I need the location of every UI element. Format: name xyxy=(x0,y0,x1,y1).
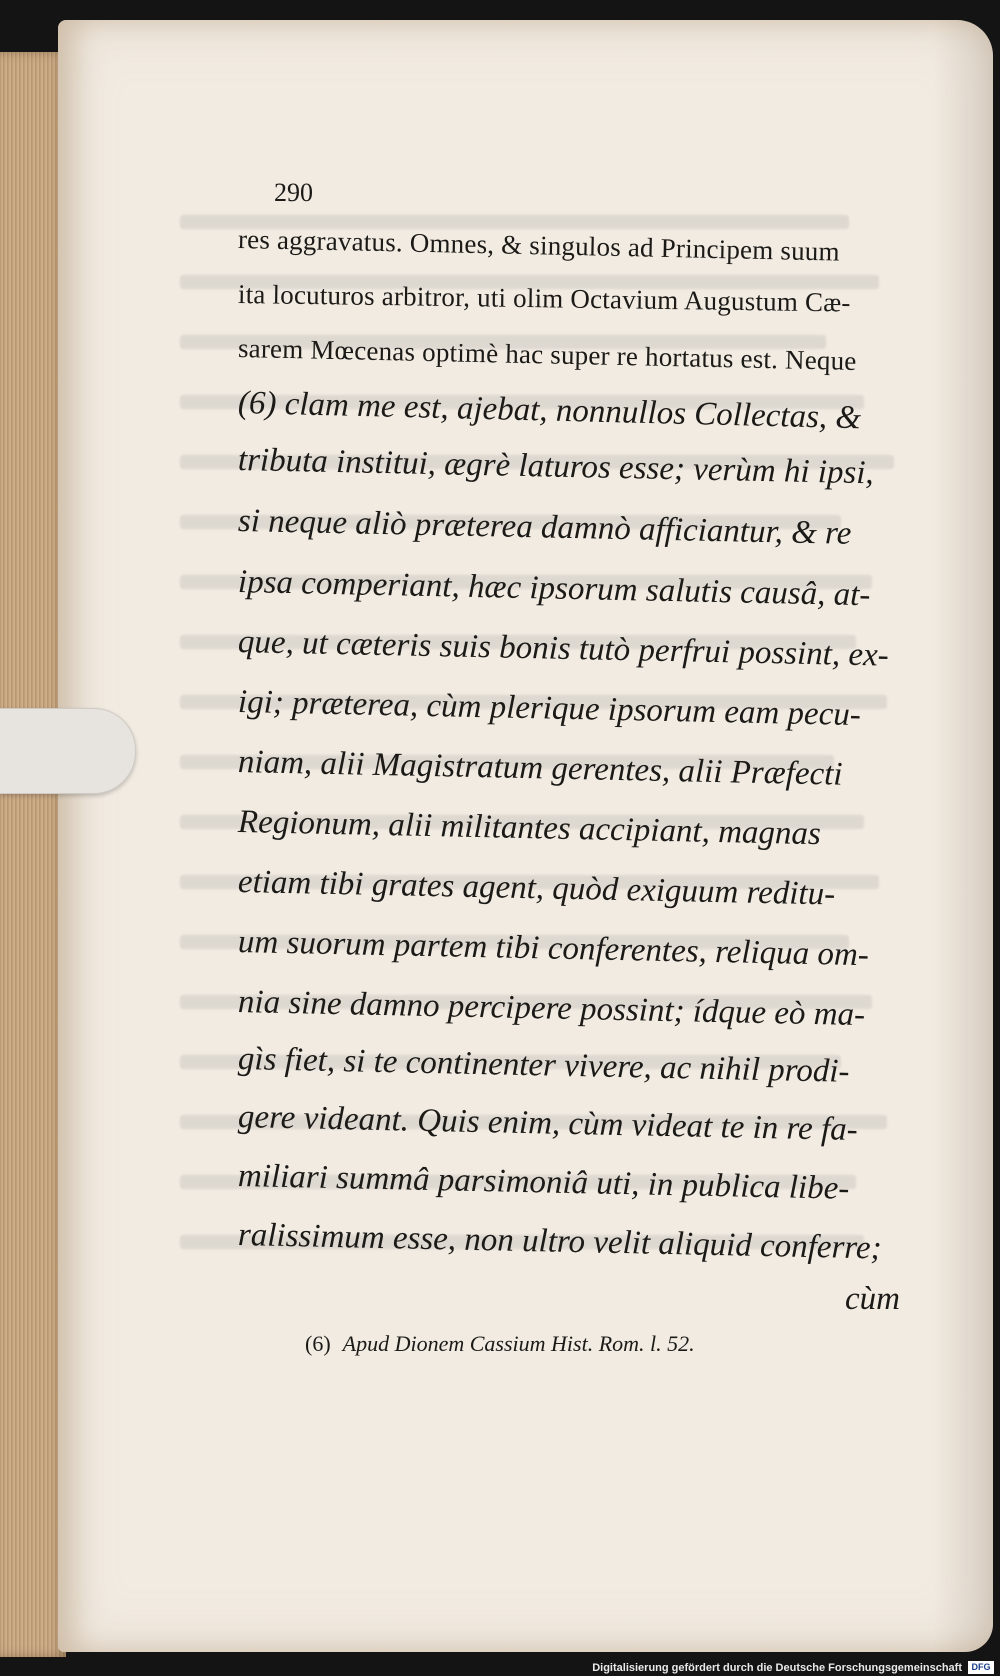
text-line-7: ipsa comperiant, hæc ipsorum salutis causâ, at- xyxy=(237,564,871,614)
book-page-edges xyxy=(0,52,66,1657)
footnote xyxy=(305,1333,695,1355)
text-line-17: miliari summâ parsimoniâ uti, in publica libe- xyxy=(237,1158,850,1207)
text-line-6: si neque aliò præterea damnò afficiantur, & re xyxy=(237,503,852,552)
text-line-9: igi; præterea, cùm plerique ipsorum eam pecu- xyxy=(237,684,862,734)
text-line-5: tributa institui, ægrè laturos esse; verùm hi ipsi, xyxy=(237,442,875,492)
text-line-10: niam, alii Magistratum gerentes, alii Præfecti xyxy=(237,744,843,793)
text-line-3: sarem Mœcenas optimè hac super re hortatus est. Neque xyxy=(237,333,857,376)
text-line-15: gìs fiet, si te continenter vivere, ac nihil prodi- xyxy=(237,1041,850,1090)
text-line-2: ita locuturos arbitror, uti olim Octavium Augustum Cæ- xyxy=(237,279,851,318)
text-line-11: Regionum, alii militantes accipiant, magnas xyxy=(237,804,822,853)
catchword: cùm xyxy=(845,1281,900,1317)
text-line-16: gere videant. Quis enim, cùm videat te in re fa- xyxy=(237,1099,859,1148)
text-line-13: um suorum partem tibi conferentes, reliqua om- xyxy=(237,924,870,974)
text-line-14: nia sine damno percipere possint; ídque eò ma- xyxy=(237,984,866,1034)
digitization-credit: Digitalisierung gefördert durch die Deutsche Forschungsgemeinschaft xyxy=(592,1662,962,1674)
footnote-mark: (6) xyxy=(305,1331,331,1356)
text-line-8: que, ut cæteris suis bonis tutò perfrui possint, ex- xyxy=(237,624,890,674)
bookmark-strip xyxy=(0,708,136,794)
digitization-footer xyxy=(0,1658,1000,1676)
dfg-logo: DFG xyxy=(968,1661,994,1674)
text-line-18: ralissimum esse, non ultro velit aliquid conferre; xyxy=(237,1217,882,1267)
text-line-1: res aggravatus. Omnes, & singulos ad Principem suum xyxy=(237,224,841,267)
page-number: 290 xyxy=(274,178,313,207)
text-line-12: etiam tibi grates agent, quòd exiguum reditu- xyxy=(237,864,836,913)
text-line-4: (6) clam me est, ajebat, nonnullos Collectas, & xyxy=(237,385,862,437)
footnote-text: Apud Dionem Cassium Hist. Rom. l. 52. xyxy=(342,1331,695,1356)
